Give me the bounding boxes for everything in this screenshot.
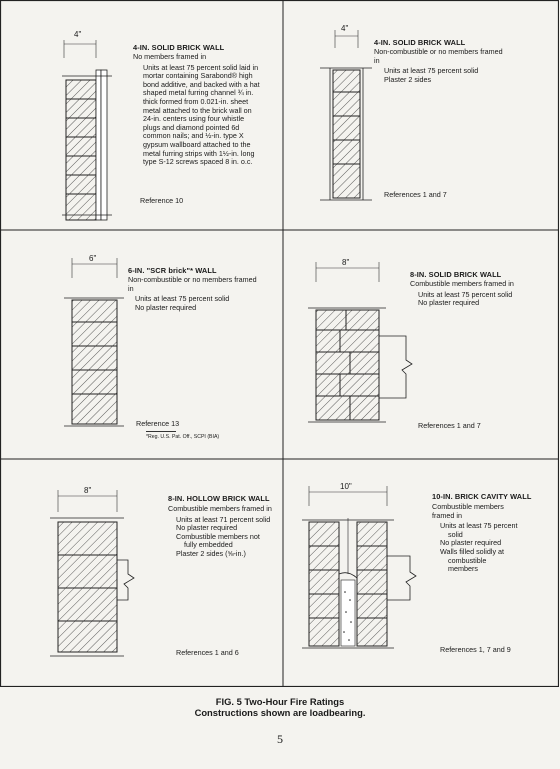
reference-note: References 1 and 7 (384, 190, 447, 199)
figure-caption (0, 696, 560, 718)
detail-line: No plaster required (418, 298, 480, 308)
caption-title: FIG. 5 Two-Hour Fire Ratings (215, 696, 345, 707)
detail-line: fully embedded (184, 540, 233, 550)
description-line: in (374, 55, 380, 65)
drawing-panel-2 (320, 30, 372, 200)
detail-line: shaped metal furring channel ¾ in. (143, 88, 254, 98)
description-line: Non-combustible or no members framed (128, 275, 257, 284)
panel-description (128, 276, 278, 312)
dimension-label: 4" (74, 30, 82, 39)
detail-line: Units at least 75 percent solid (135, 294, 230, 304)
detail-line: Walls filled solidly at (440, 546, 505, 556)
detail-line: thick formed from 0.021-in. sheet (143, 96, 249, 106)
panel-description (410, 280, 555, 308)
drawing-panel-1 (62, 40, 112, 220)
panel-title: 8-IN. SOLID BRICK WALL (410, 270, 502, 279)
description-line: No members framed in (133, 52, 207, 61)
detail-line: combustible (448, 555, 487, 565)
footnote-rule (146, 431, 176, 432)
description-line: Combustible members (432, 502, 504, 511)
reference-note: References 1 and 7 (418, 421, 481, 430)
dimension-label: 8" (342, 258, 350, 267)
panel-description (432, 503, 554, 574)
dimension-label: 8" (84, 486, 92, 495)
detail-line: Units at least 75 percent solid laid in (143, 62, 259, 72)
panel-description (374, 48, 549, 84)
detail-line: metal attached to the brick wall on (143, 105, 252, 115)
detail-line: Units at least 75 percent (440, 521, 518, 531)
detail-line: members (448, 564, 478, 574)
drawing-panel-3 (64, 258, 124, 426)
detail-line: Plaster 2 sides (⅝-in.) (176, 548, 246, 558)
panel-description (133, 53, 278, 167)
panel-title: 8-IN. HOLLOW BRICK WALL (168, 494, 270, 503)
caption-subtitle: Constructions shown are loadbearing. (194, 707, 366, 718)
detail-line: common nails; and ½-in. type X (143, 131, 244, 141)
dimension-label: 6" (89, 254, 97, 263)
dimension-label: 4" (341, 24, 349, 33)
detail-line: gypsum wallboard attached to the (143, 139, 251, 149)
drawing-panel-5 (50, 490, 134, 656)
reference-note: References 1 and 6 (176, 648, 239, 657)
reference-note: Reference 13 (136, 419, 180, 428)
panel-title: 4-IN. SOLID BRICK WALL (133, 43, 225, 52)
reference-note: References 1, 7 and 9 (440, 645, 511, 654)
detail-line: Units at least 71 percent solid (176, 514, 271, 524)
description-line: Combustible members framed in (410, 279, 514, 288)
detail-line: bond additive, and backed with a hat (143, 79, 260, 89)
footnote: *Reg. U.S. Pat. Off., SCPI (BIA) (146, 434, 220, 440)
drawing-panel-6 (302, 486, 416, 648)
detail-line: Combustible members not (176, 531, 260, 541)
drawing-panel-4 (308, 262, 412, 422)
panel-description (168, 505, 278, 559)
panel-title: 4-IN. SOLID BRICK WALL (374, 38, 466, 47)
detail-line: type S-12 screws spaced 8 in. o.c. (143, 157, 253, 167)
detail-line: metal furring strips with 1½-in. long (143, 148, 255, 158)
page-number: 5 (277, 732, 283, 746)
detail-line: plugs and diamond pointed 6d (143, 122, 240, 132)
description-line: Combustible members framed in (168, 504, 272, 513)
detail-line: Units at least 75 percent solid (418, 289, 513, 299)
description-line: in (128, 283, 134, 293)
reference-note: Reference 10 (140, 196, 184, 205)
detail-line: mortar containing Sarabond® high (143, 71, 253, 81)
detail-line: Plaster 2 sides (384, 74, 432, 84)
panel-title: 6-IN. "SCR brick"* WALL (128, 266, 217, 275)
description-line: framed in (432, 510, 462, 520)
detail-line: Units at least 75 percent solid (384, 66, 479, 76)
detail-line: No plaster required (135, 302, 197, 312)
dimension-label: 10" (340, 482, 352, 491)
detail-line: solid (448, 529, 463, 539)
detail-line: No plaster required (440, 538, 502, 548)
detail-line: 24-in. centers using four whistle (143, 114, 245, 124)
detail-line: No plaster required (176, 523, 238, 533)
panel-title: 10-IN. BRICK CAVITY WALL (432, 492, 532, 501)
description-line: Non-combustible or no members framed (374, 47, 503, 56)
